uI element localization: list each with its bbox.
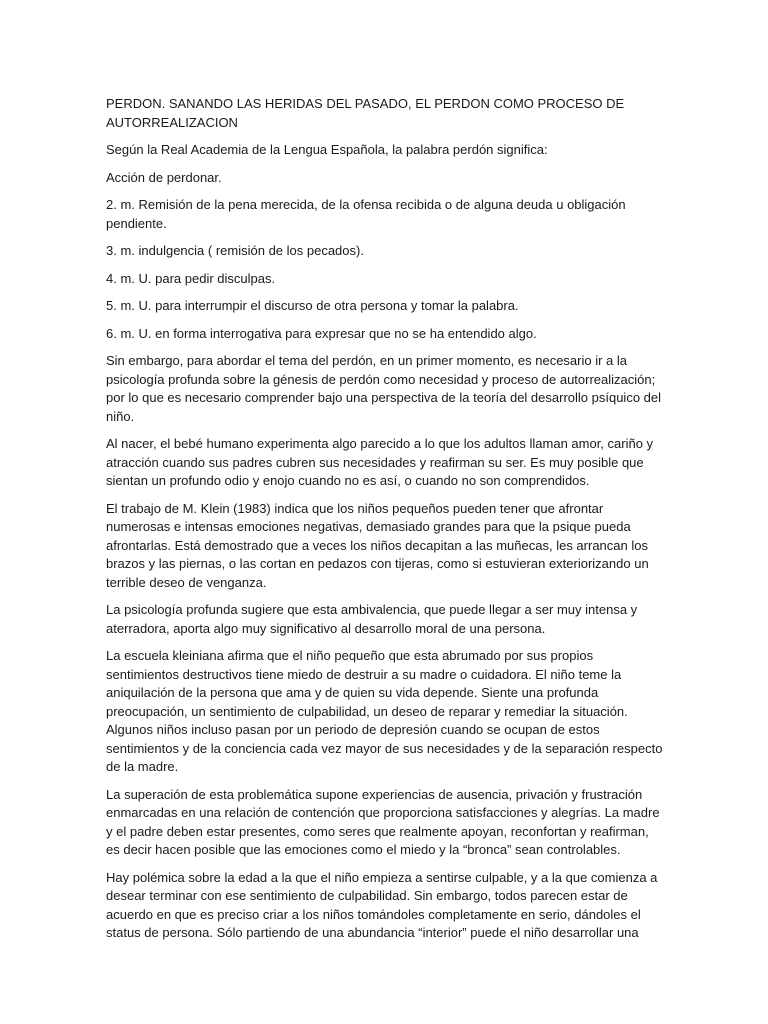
paragraph: Acción de perdonar.	[106, 169, 222, 185]
paragraph: Hay polémica sobre la edad a la que el niño empieza a sentirse culpable, y a la que comienza a desear terminar con ese sentimiento de culpabilidad. Sin embargo, todos parecen estar de acuerdo en que es preciso criar a los niños tomándoles completamente en serio, dándoles el status de persona. Sólo partiendo de una abundancia “interior” puede el niño desarrollar una	[106, 869, 658, 940]
paragraph: 4. m. U. para pedir disculpas.	[106, 270, 276, 286]
paragraph: Al nacer, el bebé humano experimenta algo parecido a lo que los adultos llaman amor, cariño y atracción cuando sus padres cubren sus necesidades y reafirman su ser. Es muy posible que sientan un profundo odio y enojo cuando no es así, o cuando no son comprendidos.	[106, 436, 654, 488]
paragraph: 2. m. Remisión de la pena merecida, de la ofensa recibida o de alguna deuda u obligación pendiente.	[106, 197, 626, 231]
paragraph: El trabajo de M. Klein (1983) indica que los niños pequeños pueden tener que afrontar numerosas e intensas emociones negativas, demasiado grandes para que la psique pueda afrontarlas. Está demostrado que a veces los niños decapitan a las muñecas, les arrancan los brazos y las piernas, o las cortan en pedazos con tijeras, como si estuvieran exteriorizando un terrible deseo de venganza.	[106, 500, 649, 590]
paragraph: 6. m. U. en forma interrogativa para expresar que no se ha entendido algo.	[106, 325, 537, 341]
paragraph: La psicología profunda sugiere que esta ambivalencia, que puede llegar a ser muy intensa y aterradora, aporta algo muy significativo al desarrollo moral de una persona.	[106, 602, 638, 636]
paragraph: La escuela kleiniana afirma que el niño pequeño que esta abrumado por sus propios sentimientos destructivos tiene miedo de destruir a su madre o cuidadora. El niño teme la aniquilación de la persona que ama y de quien su vida depende. Siente una profunda preocupación, un sentimiento de culpabilidad, un deseo de reparar y remediar la situación. Algunos niños incluso pasan por un periodo de depresión cuando se ocupan de estos sentimientos y de la conciencia cada vez mayor de sus necesidades y de la separación respecto de la madre.	[106, 648, 663, 774]
paragraph: Sin embargo, para abordar el tema del perdón, en un primer momento, es necesario ir a la psicología profunda sobre la génesis de perdón como necesidad y proceso de autorrealización; por lo que es necesario comprender bajo una perspectiva de la teoría del desarrollo psíquico del niño.	[106, 353, 662, 424]
paragraph: 3. m. indulgencia ( remisión de los pecados).	[106, 243, 364, 258]
paragraph: Según la Real Academia de la Lengua Española, la palabra perdón significa:	[106, 142, 548, 157]
document-title: PERDON. SANANDO LAS HERIDAS DEL PASADO, EL PERDON COMO PROCESO DE AUTORREALIZACION	[106, 96, 625, 130]
paragraph: 5. m. U. para interrumpir el discurso de otra persona y tomar la palabra.	[106, 298, 519, 313]
paragraph: La superación de esta problemática supone experiencias de ausencia, privación y frustración enmarcadas en una relación de contención que proporciona satisfacciones y alegrías. La madre y el padre deben estar presentes, como seres que realmente apoyan, reconfortan y reafirman, es decir hacen posible que las emociones como el miedo y la “bronca” sean controlables.	[106, 786, 660, 857]
